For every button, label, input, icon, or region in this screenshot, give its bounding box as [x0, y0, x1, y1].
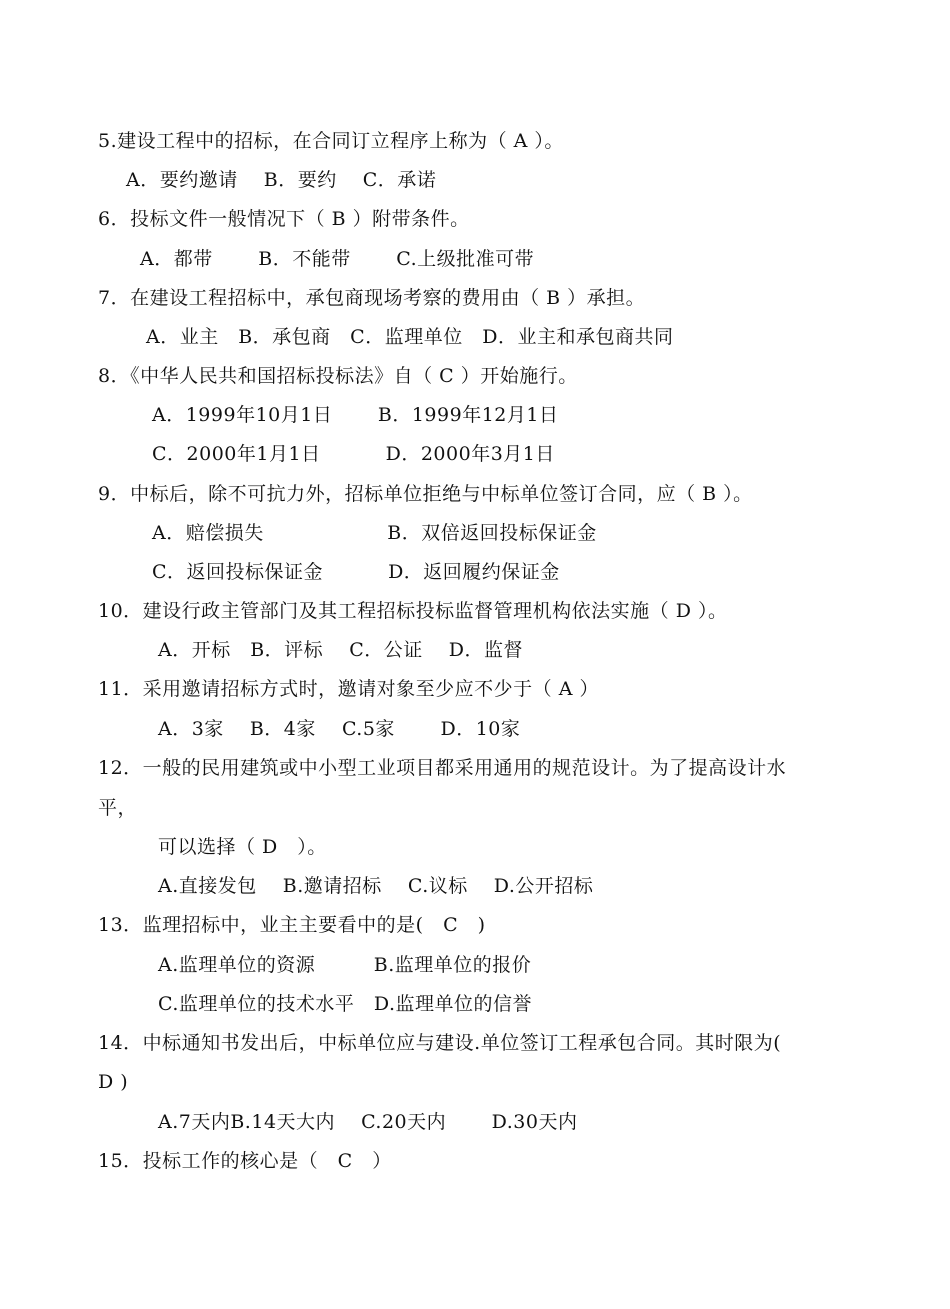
question-14-options: A.7天内B.14天大内 C.20天内 D.30天内 — [158, 1111, 578, 1133]
question-12-wrap: 平， — [98, 797, 138, 819]
question-10: 10．建设行政主管部门及其工程招标投标监督管理机构依法实施（ D ）。 — [98, 600, 728, 622]
question-12-continued: 可以选择（ D ）。 — [158, 836, 327, 858]
question-6: 6．投标文件一般情况下（ B ）附带条件。 — [98, 208, 470, 230]
question-8-options-ab: A．1999年10月1日 B．1999年12月1日 — [152, 404, 559, 426]
question-14-wrap: D ) — [98, 1071, 129, 1093]
question-11-options: A．3家 B．4家 C.5家 D．10家 — [158, 718, 521, 740]
question-13-options-cd: C.监理单位的技术水平 D.监理单位的信誉 — [158, 993, 532, 1015]
question-14: 14．中标通知书发出后，中标单位应与建设.单位签订工程承包合同。其时限为( — [98, 1032, 782, 1054]
question-15: 15．投标工作的核心是（ C ） — [98, 1150, 392, 1172]
question-12-options: A.直接发包 B.邀请招标 C.议标 D.公开招标 — [158, 875, 594, 897]
question-7: 7．在建设工程招标中，承包商现场考察的费用由（ B ）承担。 — [98, 287, 646, 309]
question-8: 8．《中华人民共和国招标投标法》自（ C ）开始施行。 — [98, 365, 578, 387]
question-6-options: A．都带 B．不能带 C.上级批准可带 — [140, 248, 535, 270]
question-13: 13．监理招标中，业主主要看中的是( C ) — [98, 914, 486, 936]
question-5: 5.建设工程中的招标，在合同订立程序上称为（ A ）。 — [98, 130, 564, 152]
question-10-options: A．开标 B．评标 C．公证 D．监督 — [158, 639, 524, 661]
question-11: 11．采用邀请招标方式时，邀请对象至少应不少于（ A ） — [98, 678, 599, 700]
question-12: 12．一般的民用建筑或中小型工业项目都采用通用的规范设计。为了提高设计水 — [98, 757, 787, 779]
question-9-options-cd: C．返回投标保证金 D．返回履约保证金 — [152, 561, 560, 583]
question-7-options: A．业主 B．承包商 C．监理单位 D．业主和承包商共同 — [146, 326, 674, 348]
question-13-options-ab: A.监理单位的资源 B.监理单位的报价 — [158, 954, 532, 976]
question-8-options-cd: C．2000年1月1日 D．2000年3月1日 — [152, 443, 555, 465]
question-9: 9．中标后，除不可抗力外，招标单位拒绝与中标单位签订合同，应（ B ）。 — [98, 483, 753, 505]
question-5-options: A．要约邀请 B．要约 C．承诺 — [126, 169, 437, 191]
question-9-options-ab: A．赔偿损失 B．双倍返回投标保证金 — [152, 522, 597, 544]
